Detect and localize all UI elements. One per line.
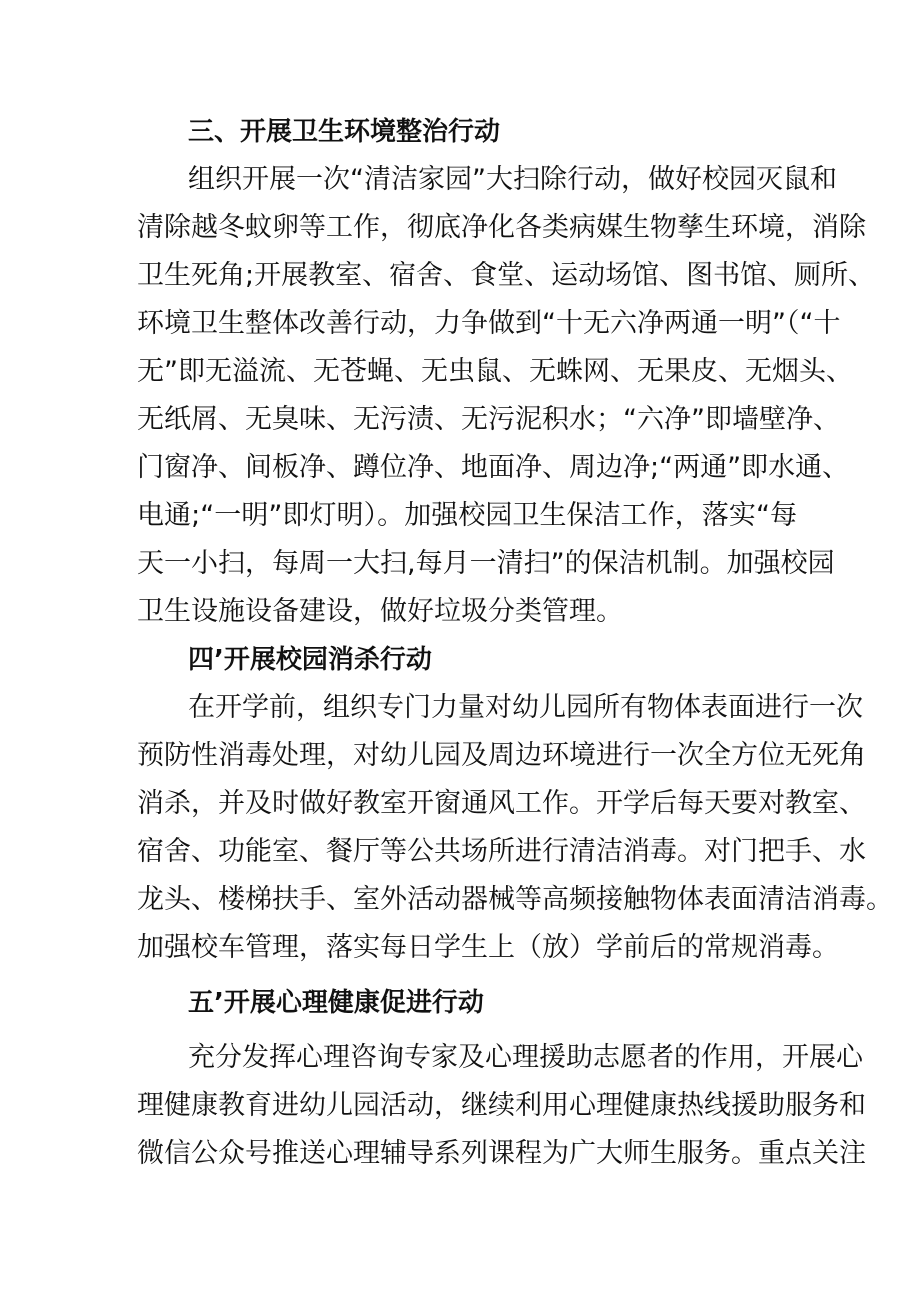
- paragraph-line: 清除越冬蚊卵等工作，彻底净化各类病媒生物孳生环境，消除: [137, 212, 866, 243]
- section-heading-5: 五’开展心理健康促进行动: [188, 988, 484, 1018]
- paragraph-line: 环境卫生整体改善行动，力争做到“十无六净两通一明”（“十: [137, 308, 841, 339]
- paragraph-line: 卫生死角;开展教室、宿舍、食堂、运动场馆、图书馆、厕所、: [137, 260, 876, 291]
- paragraph-line: 卫生设施设备建设，做好垃圾分类管理。: [137, 596, 623, 627]
- paragraph-line: 充分发挥心理咨询专家及心理援助志愿者的作用，开展心: [188, 1042, 863, 1073]
- paragraph-line: 微信公众号推送心理辅导系列课程为广大师生服务。重点关注: [137, 1138, 866, 1169]
- paragraph-line: 消杀，并及时做好教室开窗通风工作。开学后每天要对教室、: [137, 788, 866, 819]
- paragraph-line: 理健康教育进幼儿园活动，继续利用心理健康热线援助服务和: [137, 1090, 866, 1121]
- paragraph-line: 宿舍、功能室、餐厅等公共场所进行清洁消毒。对门把手、水: [137, 836, 866, 867]
- paragraph-line: 预防性消毒处理，对幼儿园及周边环境进行一次全方位无死角: [137, 740, 866, 771]
- paragraph-line: 组织开展一次“清洁家园”大扫除行动，做好校园灭鼠和: [188, 164, 837, 195]
- paragraph-line: 电通;“一明”即灯明）。加强校园卫生保洁工作，落实“每: [137, 500, 797, 531]
- section-heading-4: 四’开展校园消杀行动: [188, 645, 432, 675]
- paragraph-line: 无纸屑、无臭味、无污渍、无污泥积水；“六净”即墙壁净、: [137, 404, 840, 435]
- paragraph-line: 门窗净、间板净、蹲位净、地面净、周边净;“两通”即水通、: [137, 452, 850, 483]
- paragraph-line: 天一小扫，每周一大扫,每月一清扫”的保洁机制。加强校园: [137, 548, 835, 579]
- paragraph-line: 在开学前，组织专门力量对幼儿园所有物体表面进行一次: [188, 692, 863, 723]
- section-heading-3: 三、开展卫生环境整治行动: [188, 117, 501, 147]
- paragraph-line: 龙头、楼梯扶手、室外活动器械等高频接触物体表面清洁消毒。: [137, 884, 893, 915]
- paragraph-line: 无”即无溢流、无苍蝇、无虫鼠、无蛛网、无果皮、无烟头、: [137, 356, 853, 387]
- paragraph-line: 加强校车管理，落实每日学生上（放）学前后的常规消毒。: [137, 932, 839, 963]
